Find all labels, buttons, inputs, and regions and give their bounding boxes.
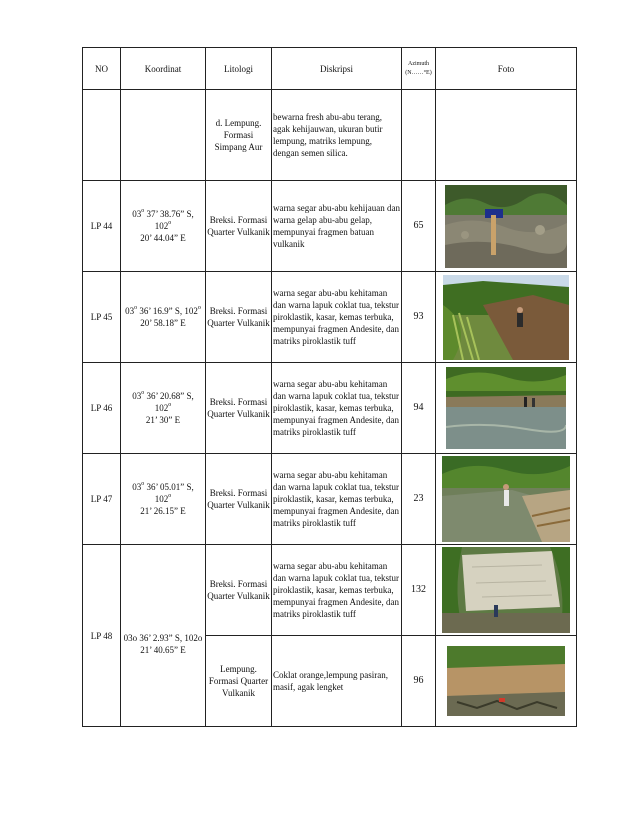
table-row bbox=[83, 363, 577, 454]
header-azimuth-line1: Azimuth bbox=[408, 60, 429, 67]
header-azimuth bbox=[402, 48, 436, 90]
cell-coord bbox=[121, 272, 206, 363]
table-row bbox=[83, 181, 577, 272]
outcrop-photo-river bbox=[446, 367, 566, 449]
outcrop-photo-cliff bbox=[442, 547, 570, 633]
table-row bbox=[83, 454, 577, 545]
table-row bbox=[83, 545, 577, 636]
header-foto: Foto bbox=[436, 48, 577, 90]
cell-foto bbox=[436, 181, 577, 272]
cell-litologi: Lempung. Formasi Quarter Vulkanik bbox=[206, 636, 272, 727]
header-no: NO bbox=[83, 48, 121, 90]
cell-deskripsi: Coklat orange,lempung pasiran, masif, agak lengket bbox=[272, 636, 402, 727]
cell-azimuth: 65 bbox=[402, 181, 436, 272]
coord-deg-a: 03 bbox=[132, 209, 142, 219]
degree-sign: o bbox=[197, 305, 201, 311]
coord-deg-a: 03 bbox=[132, 391, 142, 401]
cell-deskripsi: warna segar abu-abu kehitaman dan warna lapuk coklat tua, tekstur piroklastik, kasar, kemas terbuka, mempunyai fragmen Andesite, dan matriks piroklastik tuff bbox=[272, 272, 402, 363]
coord-deg-a: 03 bbox=[125, 306, 135, 316]
cell-litologi: Breksi. Formasi Quarter Vulkanik bbox=[206, 363, 272, 454]
header-litologi: Litologi bbox=[206, 48, 272, 90]
outcrop-photo-clay bbox=[447, 646, 565, 716]
geology-observation-table bbox=[82, 47, 577, 727]
coord-lat: 36’ 16.9” S, 102 bbox=[137, 306, 198, 316]
cell-deskripsi: warna segar abu-abu kehitaman dan warna lapuk coklat tua, tekstur piroklastik, kasar, kemas terbuka, mempunyai fragmen Andesite, dan matriks piroklastik tuff bbox=[272, 454, 402, 545]
degree-sign: o bbox=[168, 402, 172, 408]
cell-azimuth bbox=[402, 90, 436, 181]
degree-sign: o bbox=[141, 390, 145, 396]
cell-foto bbox=[436, 272, 577, 363]
degree-sign: o bbox=[141, 208, 145, 214]
coord-lat: 36’ 20.68” S, 102 bbox=[144, 391, 194, 413]
cell-litologi: Breksi. Formasi Quarter Vulkanik bbox=[206, 181, 272, 272]
cell-deskripsi: warna segar abu-abu kehijauan dan warna gelap abu-abu gelap, mempunyai fragmen batuan vulkanik bbox=[272, 181, 402, 272]
outcrop-photo-stream bbox=[442, 456, 570, 542]
cell-coord bbox=[121, 363, 206, 454]
degree-sign: o bbox=[168, 220, 172, 226]
degree-sign: o bbox=[168, 493, 172, 499]
coord-lon: 20’ 44.04” E bbox=[140, 233, 186, 243]
cell-azimuth: 94 bbox=[402, 363, 436, 454]
cell-foto bbox=[436, 363, 577, 454]
cell-coord bbox=[121, 90, 206, 181]
cell-litologi: Breksi. Formasi Quarter Vulkanik bbox=[206, 545, 272, 636]
coord-lat: 37’ 38.76” S, 102 bbox=[144, 209, 194, 231]
cell-foto bbox=[436, 636, 577, 727]
cell-no bbox=[83, 90, 121, 181]
cell-deskripsi: bewarna fresh abu-abu terang, agak kehijauwan, ukuran butir lempung, matriks lempung, dengan semen silica. bbox=[272, 90, 402, 181]
cell-no: LP 46 bbox=[83, 363, 121, 454]
cell-foto bbox=[436, 454, 577, 545]
coord-lat: 36’ 05.01” S, 102 bbox=[144, 482, 194, 504]
outcrop-photo-hammer bbox=[445, 185, 567, 268]
cell-azimuth: 132 bbox=[402, 545, 436, 636]
header-diskripsi: Diskripsi bbox=[272, 48, 402, 90]
degree-sign: o bbox=[141, 481, 145, 487]
cell-azimuth: 96 bbox=[402, 636, 436, 727]
cell-no: LP 44 bbox=[83, 181, 121, 272]
cell-foto bbox=[436, 545, 577, 636]
table-row bbox=[83, 272, 577, 363]
table-header-row bbox=[83, 48, 577, 90]
cell-litologi: Breksi. Formasi Quarter Vulkanik bbox=[206, 454, 272, 545]
coord-lon: 21’ 30” E bbox=[145, 415, 181, 425]
header-koordinat: Koordinat bbox=[121, 48, 206, 90]
cell-no: LP 47 bbox=[83, 454, 121, 545]
coord-lon: 20’ 58.18” E bbox=[140, 318, 186, 328]
cell-foto bbox=[436, 90, 577, 181]
cell-no: LP 48 bbox=[83, 545, 121, 727]
cell-coord bbox=[121, 181, 206, 272]
cell-coord bbox=[121, 454, 206, 545]
cell-azimuth: 93 bbox=[402, 272, 436, 363]
cell-coord: 03o 36’ 2.93” S, 102o 21’ 40.65” E bbox=[121, 545, 206, 727]
coord-lon: 21’ 26.15” E bbox=[140, 506, 186, 516]
coord-deg-a: 03 bbox=[132, 482, 142, 492]
cell-litologi: d. Lempung. Formasi Simpang Aur bbox=[206, 90, 272, 181]
cell-deskripsi: warna segar abu-abu kehitaman dan warna lapuk coklat tua, tekstur piroklastik, kasar, kemas terbuka, mempunyai fragmen Andesite, dan matriks piroklastik tuff bbox=[272, 363, 402, 454]
outcrop-photo-hillside bbox=[443, 275, 569, 360]
cell-no: LP 45 bbox=[83, 272, 121, 363]
table-row bbox=[83, 90, 577, 181]
cell-deskripsi: warna segar abu-abu kehitaman dan warna lapuk coklat tua, tekstur piroklastik, kasar, kemas terbuka, mempunyai fragmen Andesite, dan matriks piroklastik tuff bbox=[272, 545, 402, 636]
degree-sign: o bbox=[134, 305, 138, 311]
cell-litologi: Breksi. Formasi Quarter Vulkanik bbox=[206, 272, 272, 363]
cell-azimuth: 23 bbox=[402, 454, 436, 545]
header-azimuth-line2: (N……°E) bbox=[405, 69, 432, 76]
